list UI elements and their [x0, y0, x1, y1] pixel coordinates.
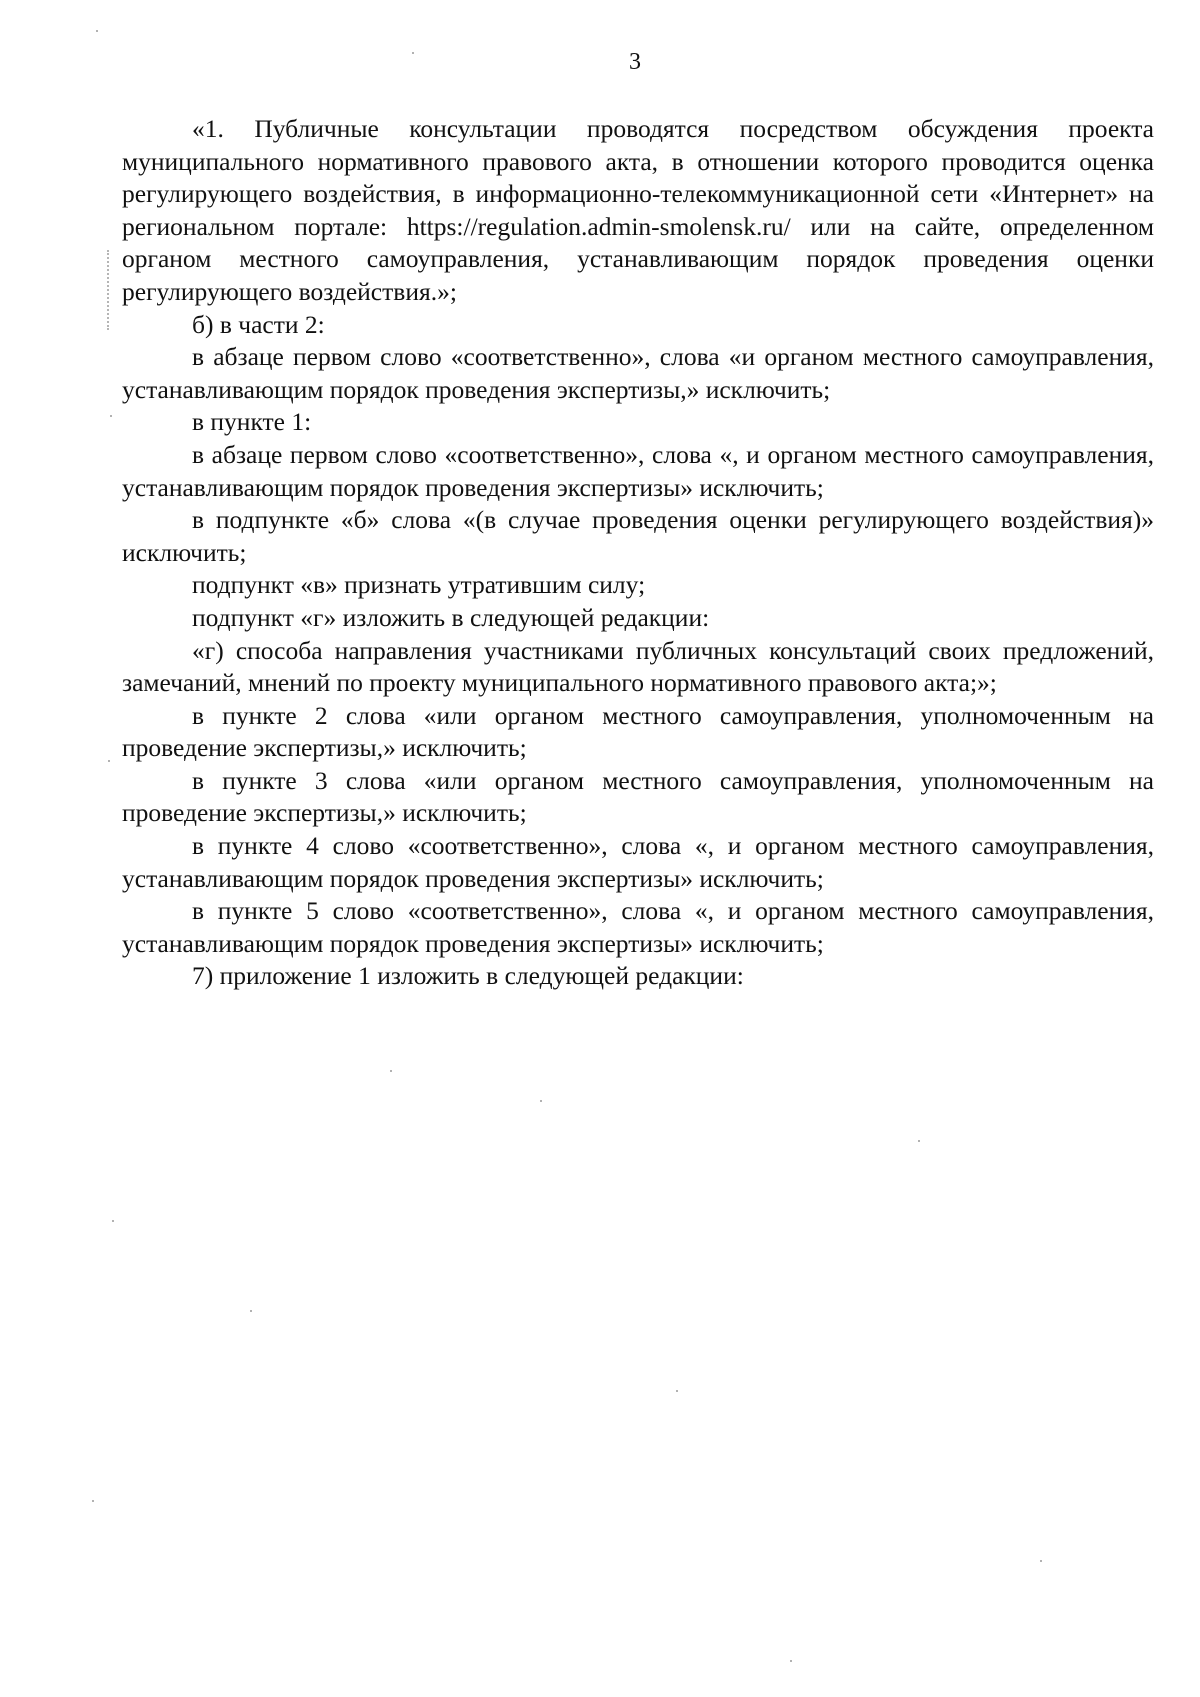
paragraph-subpoint-b: в подпункте «б» слова «(в случае проведения оценки регулирующего воздействия)» исключить;	[122, 505, 1154, 567]
scan-speck	[918, 1140, 920, 1142]
paragraph-appendix-1: 7) приложение 1 изложить в следующей редакции:	[192, 961, 744, 991]
scan-speck	[250, 1310, 252, 1312]
scan-speck	[412, 52, 414, 54]
scan-speck	[1040, 1560, 1042, 1562]
paragraph-point-3: в пункте 3 слова «или органом местного самоуправления, уполномоченным на проведение экспертизы,» исключить;	[122, 765, 1154, 828]
scan-speck	[540, 1100, 542, 1102]
scan-speck	[92, 1500, 94, 1502]
paragraph-subpoint-v: подпункт «в» признать утратившим силу;	[192, 570, 646, 600]
page-number: 3	[629, 49, 641, 75]
scan-speck	[112, 1220, 114, 1222]
paragraph-subpoint-g-text: «г) способа направления участниками публичных консультаций своих предложений, замечаний, мнений по проекту муниципального нормативного правового акта;»;	[122, 635, 1154, 698]
paragraph-subpoint-g-intro: подпункт «г» изложить в следующей редакции:	[192, 602, 710, 632]
paragraph-point-1: в пункте 1:	[192, 407, 312, 437]
scan-margin-mark	[107, 250, 111, 330]
scan-speck	[790, 1660, 792, 1662]
paragraph-point-4: в пункте 4 слово «соответственно», слова «, и органом местного самоуправления, устанавливающим порядок проведения экспертизы» исключить;	[122, 831, 1154, 893]
paragraph-point-5: в пункте 5 слово «соответственно», слова «, и органом местного самоуправления, устанавливающим порядок проведения экспертизы» исключить;	[122, 896, 1154, 958]
scan-speck	[390, 1070, 392, 1072]
paragraph-point-1-first-abzats: в абзаце первом слово «соответственно», слова «, и органом местного самоуправления, устанавливающим порядок проведения экспертизы» исключить;	[122, 439, 1154, 502]
document-body	[122, 113, 1154, 993]
scan-speck	[676, 1390, 678, 1392]
scan-speck	[96, 30, 98, 32]
scan-speck	[110, 415, 112, 417]
paragraph-part-2-first-abzats: в абзаце первом слово «соответственно», слова «и органом местного самоуправления, устанавливающим порядок проведения экспертизы,» исключить;	[122, 342, 1154, 404]
paragraph-part-2: б) в части 2:	[192, 309, 325, 339]
paragraph-point-2: в пункте 2 слова «или органом местного самоуправления, уполномоченным на проведение экспертизы,» исключить;	[122, 700, 1154, 763]
scan-speck	[108, 760, 110, 762]
paragraph-public-consultations: «1. Публичные консультации проводятся посредством обсуждения проекта муниципального нормативного правового акта, в отношении которого проводится оценка регулирующего воздействия, в информационно-телекоммуникационной сети «Интернет» на региональном портале: https://regulation.admin-smolensk.ru/ или на сайте, определенном органом местного самоуправления, устанавливающим порядок проведения оценки регулирующего воздействия.»;	[122, 114, 1154, 306]
